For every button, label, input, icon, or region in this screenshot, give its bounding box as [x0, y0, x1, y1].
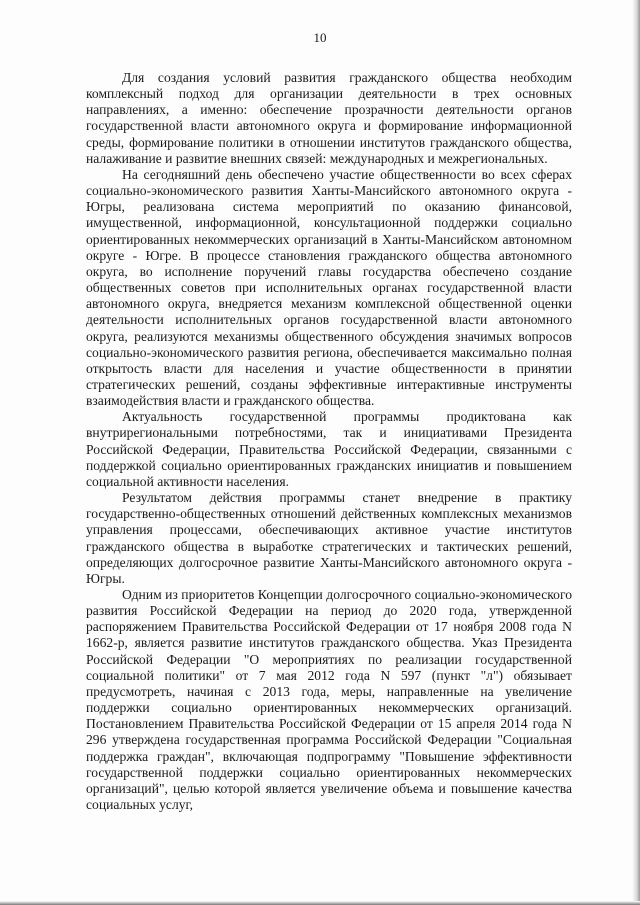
page-number: 10	[313, 30, 327, 45]
scan-edge-shadow	[632, 0, 640, 905]
paragraph-program-result: Результатом действия программы станет внедрение в практику государственно-общественных отношений действенных комплексных механизмов управления процессами, обеспечивающих активное участие институтов гражданского общества в выработке стратегических и тактических решений, определяющих долгосрочное развитие Ханты-Мансийского автономного округа - Югры.	[86, 490, 572, 586]
paragraph-program-relevance: Актуальность государственной программы продиктована как внутрирегиональными потребностями, так и инициативами Президента Российской Федерации, Правительства Российской Федерации, связанными с поддержкой социально ориентированных гражданских инициатив и повышением социальной активности населения.	[86, 409, 572, 489]
scan-bottom-edge	[0, 901, 640, 905]
body-text	[86, 70, 572, 813]
paragraph-civil-society-directions: Для создания условий развития гражданского общества необходим комплексный подход для организации деятельности в трех основных направлениях, а именно: обеспечение прозрачности деятельности органов государственной власти автономного округа и формирование информационной среды, формирование политики в отношении институтов гражданского общества, налаживание и развитие внешних связей: международных и межрегиональных.	[86, 70, 572, 166]
paragraph-public-participation: На сегодняшний день обеспечено участие общественности во всех сферах социально-экономического развития Ханты-Мансийского автономного округа - Югры, реализована система мероприятий по оказанию финансовой, имущественной, информационной, консультационной поддержки социально ориентированных некоммерческих организаций в Ханты-Мансийском автономном округе - Югре. В процессе становления гражданского общества автономного округа, во исполнение поручений главы государства обеспечено создание общественных советов при исполнительных органах государственной власти автономного округа, внедряется механизм комплексной общественной оценки деятельности исполнительных органов государственной власти автономного округа, реализуются механизмы общественного обсуждения значимых вопросов социально-экономического развития региона, обеспечивается максимально полная открытость власти для населения и участие общественности в принятии стратегических решений, созданы эффективные интерактивные инструменты взаимодействия власти и гражданского общества.	[86, 166, 572, 409]
paragraph-federal-priorities: Одним из приоритетов Концепции долгосрочного социально-экономического развития Российской Федерации на период до 2020 года, утвержденной распоряжением Правительства Российской Федерации от 17 ноября 2008 года N 1662-р, является развитие институтов гражданского общества. Указ Президента Российской Федерации "О мероприятиях по реализации государственной социальной политики" от 7 мая 2012 года N 597 (пункт "л") обязывает предусмотреть, начиная с 2013 года, меры, направленные на увеличение поддержки социально ориентированных некоммерческих организаций. Постановлением Правительства Российской Федерации от 15 апреля 2014 года N 296 утверждена государственная программа Российской Федерации "Социальная поддержка граждан", включающая подпрограмму "Повышение эффективности государственной поддержки социально ориентированных некоммерческих организаций", целью которой является увеличение объема и повышение качества социальных услуг,	[86, 587, 572, 813]
